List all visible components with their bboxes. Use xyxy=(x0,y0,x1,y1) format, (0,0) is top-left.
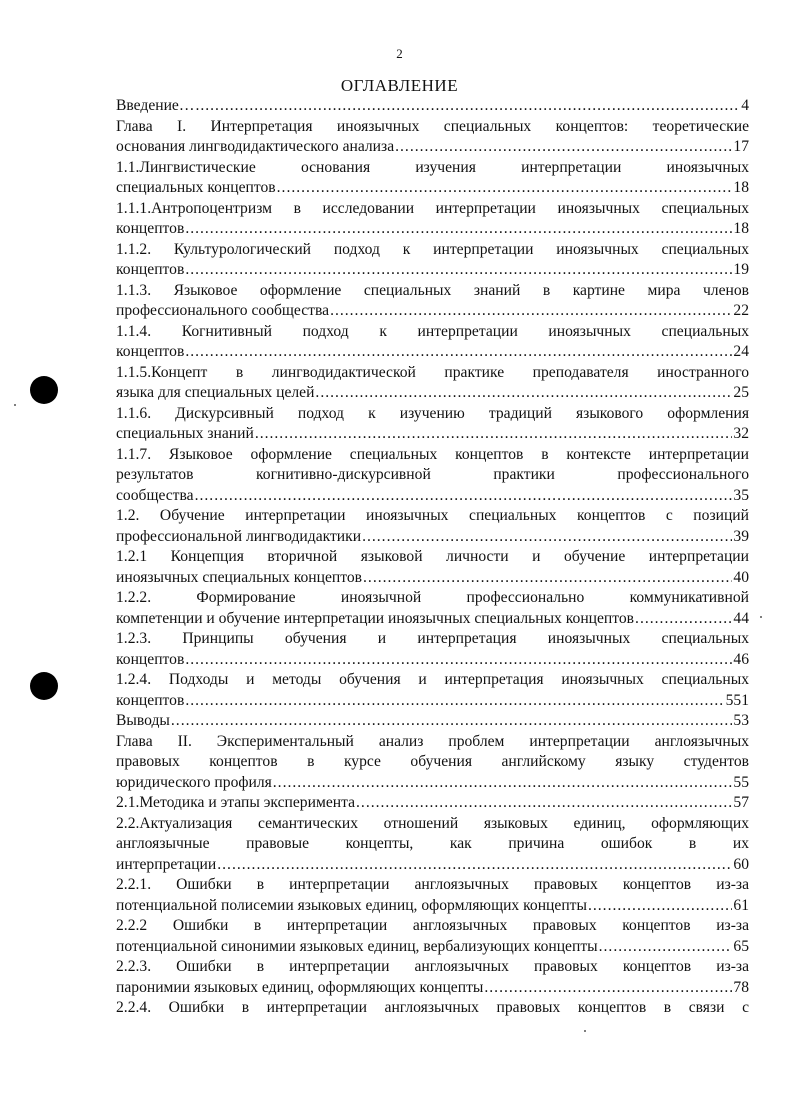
toc-entry xyxy=(116,629,749,670)
toc-page-number: 57 xyxy=(733,794,749,811)
dot-leader xyxy=(363,568,732,589)
toc-entry xyxy=(116,732,749,794)
toc-page-number: 18 xyxy=(733,179,749,196)
toc-page-number: 22 xyxy=(733,302,749,319)
toc-entry-line: 2.2.1. Ошибки в интерпретации англоязычных правовых концептов из-за xyxy=(116,876,749,893)
dot-leader xyxy=(315,383,732,404)
toc-entry-line: 2.2.Актуализация семантических отношений языковых единиц, оформляющих xyxy=(116,814,749,832)
toc-entry-title: концептов xyxy=(116,650,185,668)
toc-entry-line: Глава I. Интерпретация иноязычных специальных концептов: теоретические xyxy=(116,117,749,135)
toc-entry-last-line xyxy=(116,568,749,589)
dot-leader xyxy=(599,937,733,958)
toc-entry xyxy=(116,117,749,158)
toc-entry xyxy=(116,281,749,322)
dot-leader xyxy=(195,96,740,117)
toc-entry-last-line xyxy=(116,711,749,732)
toc-entry xyxy=(116,793,749,814)
toc-entry-last-line xyxy=(116,650,749,671)
dot-leader xyxy=(217,855,732,876)
toc-entry-line: 1.2.2. Формирование иноязычной профессионально коммуникативной xyxy=(116,589,749,606)
toc-entry-last-line xyxy=(116,301,749,322)
toc-entry-last-line xyxy=(116,793,749,814)
toc-entry-line: 1.2.1 Концепция вторичной языковой личности и обучение интерпретации xyxy=(116,548,749,565)
toc-entry-last-line xyxy=(116,342,749,363)
dot-leader xyxy=(185,342,732,363)
punch-hole xyxy=(30,376,58,404)
dot-leader xyxy=(171,711,733,732)
toc-page-number: 40 xyxy=(733,568,749,586)
toc-page-number: 61 xyxy=(733,896,749,914)
table-of-contents xyxy=(116,96,749,1019)
toc-entry-title: профессионального сообщества xyxy=(116,302,330,319)
dot-leader xyxy=(195,486,733,507)
toc-entry-last-line xyxy=(116,96,749,117)
toc-entry-title: сообщества xyxy=(116,486,194,504)
dot-leader xyxy=(273,773,733,794)
toc-page-number: 46 xyxy=(733,650,749,668)
scan-speck xyxy=(14,404,16,406)
dot-leader xyxy=(635,609,732,630)
toc-entry xyxy=(116,588,749,629)
toc-entry xyxy=(116,158,749,199)
toc-entry-last-line xyxy=(116,219,749,240)
toc-entry-last-line xyxy=(116,937,749,958)
dot-leader xyxy=(185,260,732,281)
toc-entry-title: иноязычных специальных концептов xyxy=(116,568,363,586)
toc-entry-title: концептов xyxy=(116,220,185,237)
toc-entry xyxy=(116,670,749,711)
toc-entry-line: 1.1.1.Антропоцентризм в исследовании интерпретации иноязычных специальных xyxy=(116,199,749,217)
toc-entry-line: 1.2.4. Подходы и методы обучения и интерпретация иноязычных специальных xyxy=(116,671,749,688)
toc-entry-title: Введение… xyxy=(116,97,195,114)
toc-page-number: 4 xyxy=(741,97,749,114)
toc-entry-line: англоязычные правовые концепты, как причина ошибок в их xyxy=(116,835,749,852)
toc-page-number: 78 xyxy=(733,978,749,996)
toc-entry-line: 2.2.3. Ошибки в интерпретации англоязычных правовых концептов из-за xyxy=(116,958,749,975)
toc-entry-title: Выводы xyxy=(116,712,170,729)
toc-entry xyxy=(116,240,749,281)
toc-entry-line: 1.1.7. Языковое оформление специальных концептов в контексте интерпретации xyxy=(116,445,749,463)
toc-page-number: 32 xyxy=(733,425,749,442)
toc-entry-line: 1.1.6. Дискурсивный подход к изучению традиций языкового оформления xyxy=(116,404,749,422)
toc-page-number: 24 xyxy=(733,343,749,360)
scan-speck xyxy=(760,616,762,618)
toc-entry-last-line xyxy=(116,691,749,712)
toc-entry xyxy=(116,547,749,588)
toc-entry-title: юридического профиля xyxy=(116,773,272,791)
toc-entry-last-line xyxy=(116,260,749,281)
toc-entry-last-line xyxy=(116,609,749,630)
toc-entry-last-line xyxy=(116,178,749,199)
toc-entry-title: компетенции и обучение интерпретации иноязычных специальных концептов xyxy=(116,609,635,627)
toc-entry-title: профессиональной лингводидактики xyxy=(116,527,362,545)
toc-entry-title: паронимии языковых единиц, оформляющих концепты xyxy=(116,978,484,996)
dot-leader xyxy=(185,691,724,712)
toc-entry-title: концептов xyxy=(116,691,185,709)
toc-entry xyxy=(116,506,749,547)
toc-entry-last-line xyxy=(116,978,749,999)
toc-page-number: 44 xyxy=(733,609,749,627)
toc-entry-title: концептов xyxy=(116,261,185,278)
toc-entry-line: 2.2.2 Ошибки в интерпретации англоязычных правовых концептов из-за xyxy=(116,917,749,934)
toc-entry-title: потенциальной синонимии языковых единиц, вербализующих концепты xyxy=(116,937,598,955)
toc-entry-title: 2.1.Методика и этапы эксперимента xyxy=(116,794,356,811)
toc-entry xyxy=(116,998,749,1019)
punch-hole xyxy=(30,672,58,700)
toc-entry-line: 1.1.5.Концепт в лингводидактической практике преподавателя иностранного xyxy=(116,363,749,381)
toc-entry-line: правовых концептов в курсе обучения английскому языку студентов xyxy=(116,753,749,770)
toc-entry-title: концептов xyxy=(116,343,185,360)
toc-entry xyxy=(116,96,749,117)
toc-page-number: 60 xyxy=(733,855,749,873)
toc-entry-line: 1.1.3. Языковое оформление специальных знаний в картине мира членов xyxy=(116,281,749,299)
toc-entry-last-line xyxy=(116,855,749,876)
toc-entry xyxy=(116,322,749,363)
toc-entry-title: языка для специальных целей xyxy=(116,384,315,401)
toc-entry-last-line xyxy=(116,527,749,548)
toc-page-number: 18 xyxy=(733,220,749,237)
toc-entry-line: 1.1.4. Когнитивный подход к интерпретации иноязычных специальных xyxy=(116,322,749,340)
toc-entry-title: потенциальной полисемии языковых единиц, оформляющих концепты xyxy=(116,896,587,914)
toc-page-number: 19 xyxy=(733,261,749,278)
page-title: ОГЛАВЛЕНИЕ xyxy=(340,76,459,95)
toc-entry xyxy=(116,711,749,732)
toc-entry xyxy=(116,199,749,240)
toc-page-number: 551 xyxy=(725,691,749,709)
toc-entry-last-line xyxy=(116,383,749,404)
toc-entry xyxy=(116,875,749,916)
toc-entry-last-line xyxy=(116,896,749,917)
toc-page-number: 17 xyxy=(733,138,749,155)
toc-entry xyxy=(116,363,749,404)
toc-entry-line: результатов когнитивно-дискурсивной практики профессионального xyxy=(116,466,749,483)
toc-entry xyxy=(116,957,749,998)
dot-leader xyxy=(484,978,732,999)
toc-entry xyxy=(116,916,749,957)
toc-entry-title: основания лингводидактического анализа xyxy=(116,138,395,155)
dot-leader xyxy=(588,896,732,917)
dot-leader xyxy=(255,424,733,445)
toc-page-number: 65 xyxy=(733,937,749,955)
toc-page-number: 55 xyxy=(733,773,749,791)
toc-entry-last-line xyxy=(116,773,749,794)
dot-leader xyxy=(395,137,732,158)
toc-entry-line: 1.1.2. Культурологический подход к интерпретации иноязычных специальных xyxy=(116,240,749,258)
dot-leader xyxy=(362,527,732,548)
dot-leader xyxy=(277,178,733,199)
dot-leader xyxy=(356,793,732,814)
toc-entry-last-line xyxy=(116,137,749,158)
scan-speck xyxy=(584,1030,586,1032)
toc-page-number: 39 xyxy=(733,527,749,545)
toc-entry-last-line xyxy=(116,424,749,445)
toc-entry xyxy=(116,814,749,876)
dot-leader xyxy=(330,301,732,322)
toc-entry-line: 2.2.4. Ошибки в интерпретации англоязычных правовых концептов в связи с xyxy=(116,999,749,1016)
dot-leader xyxy=(185,219,732,240)
toc-entry-line: 1.2.3. Принципы обучения и интерпретация иноязычных специальных xyxy=(116,630,749,647)
dot-leader xyxy=(185,650,732,671)
toc-entry-line: 1.2. Обучение интерпретации иноязычных специальных концептов с позиций xyxy=(116,507,749,524)
page-number: 2 xyxy=(396,46,403,61)
toc-entry-line: Глава II. Экспериментальный анализ проблем интерпретации англоязычных xyxy=(116,732,749,750)
toc-entry xyxy=(116,445,749,507)
toc-page-number: 35 xyxy=(733,486,749,504)
toc-page-number: 25 xyxy=(733,384,749,401)
toc-entry-title: специальных концептов xyxy=(116,179,276,196)
toc-entry-title: специальных знаний xyxy=(116,425,254,442)
toc-page-number: 53 xyxy=(733,712,749,729)
toc-entry-title: интерпретации xyxy=(116,855,217,873)
toc-entry-last-line xyxy=(116,486,749,507)
toc-entry-line: 1.1.Лингвистические основания изучения интерпретации иноязычных xyxy=(116,158,749,176)
toc-entry xyxy=(116,404,749,445)
